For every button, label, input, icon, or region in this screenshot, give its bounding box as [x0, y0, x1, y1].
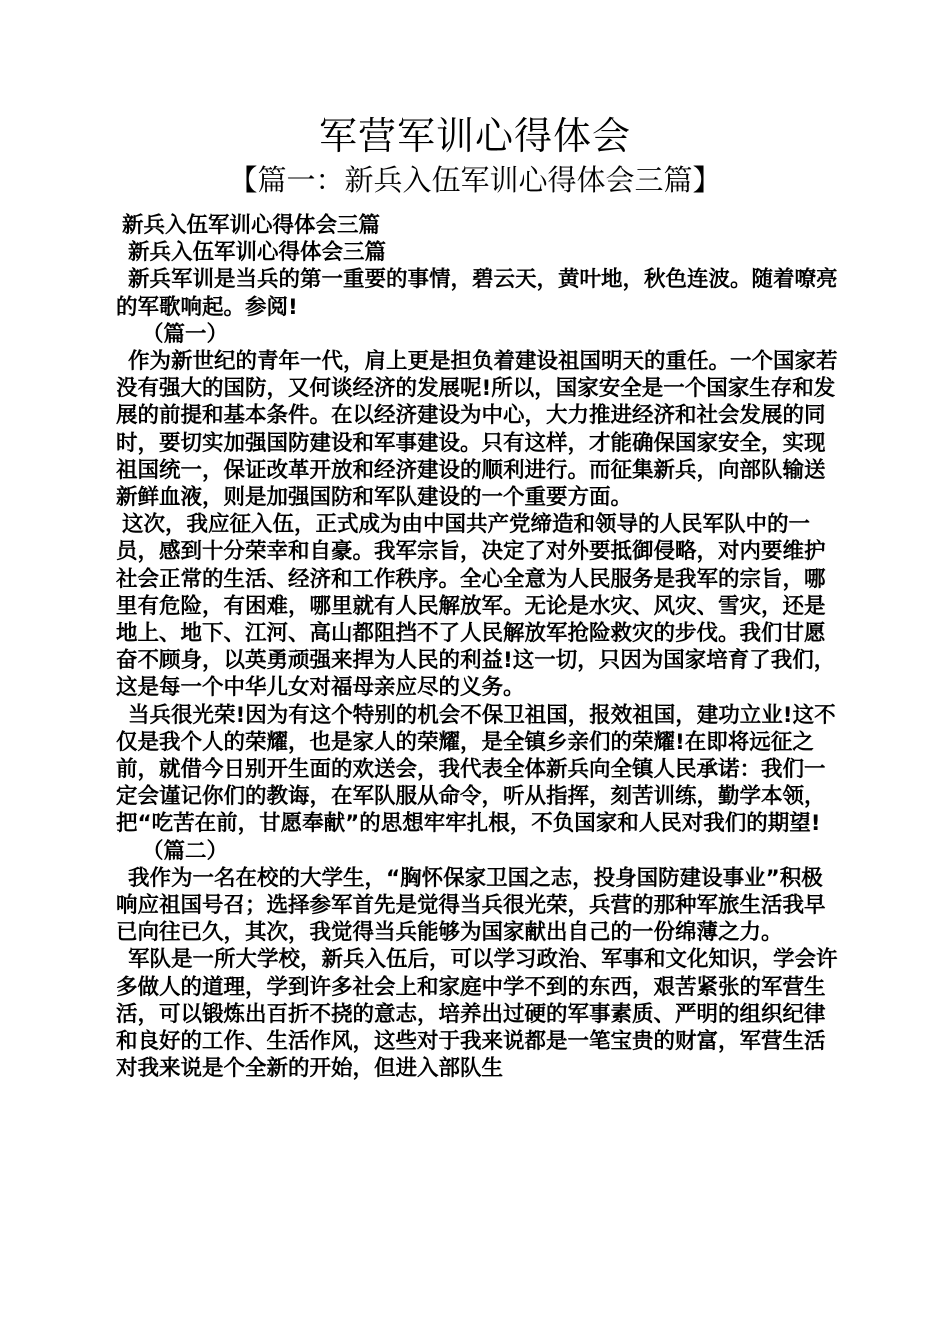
body-paragraph: 我作为一名在校的大学生，“胸怀保家卫国之志，投身国防建设事业”积极响应祖国号召；选择参军首先是觉得当兵很光荣，兵营的那种军旅生活我早已向往已久，其次，我觉得当兵能够为国家献出自己的一份绵薄之力。 [116, 865, 826, 946]
body-paragraph: 军队是一所大学校，新兵入伍后，可以学习政治、军事和文化知识，学会许多做人的道理，学到许多社会上和家庭中学不到的东西，艰苦紧张的军营生活，可以锻炼出百折不挠的意志，培养出过硬的军事素质、严明的组织纪律和良好的工作、生活作风，这些对于我来说都是一笔宝贵的财富，军营生活对我来说是个全新的开始，但进入部队生 [116, 947, 838, 1082]
document-title: 军营军训心得体会 [318, 114, 631, 158]
body-paragraph: 作为新世纪的青年一代，肩上更是担负着建设祖国明天的重任。一个国家若没有强大的国防，又何谈经济的发展呢!所以，国家安全是一个国家生存和发展的前提和基本条件。在以经济建设为中心，大力推进经济和社会发展的同时，要切实加强国防建设和军事建设。只有这样，才能确保国家安全，实现祖国统一，保证改革开放和经济建设的顺利进行。而征集新兵，向部队输送新鲜血液，则是加强国防和军队建设的一个重要方面。 [116, 349, 838, 511]
document-subtitle: 【篇一：新兵入伍军训心得体会三篇】 [228, 163, 722, 197]
body-paragraph: 当兵很光荣!因为有这个特别的机会不保卫祖国，报效祖国，建功立业!这不仅是我个人的荣耀，也是家人的荣耀，是全镇乡亲们的荣耀!在即将远征之前，就借今日别开生面的欢送会，我代表全体新兵向全镇人民承诺：我们一定会谨记你们的教诲，在军队服从命令，听从指挥，刻苦训练，勤学本领，把“吃苦在前，甘愿奉献”的思想牢牢扎根，不负国家和人民对我们的期望! [116, 702, 836, 837]
section-label: （篇二） [142, 838, 229, 864]
document-body [116, 212, 838, 1083]
section-label: （篇一） [142, 321, 229, 347]
body-paragraph: 新兵军训是当兵的第一重要的事情，碧云天，黄叶地，秋色连波。随着嘹亮的军歌响起。参阅! [116, 267, 838, 320]
body-heading-repeat: 新兵入伍军训心得体会三篇 [128, 240, 387, 266]
body-heading: 新兵入伍军训心得体会三篇 [122, 213, 381, 238]
body-paragraph: 这次，我应征入伍，正式成为由中国共产党缔造和领导的人民军队中的一员，感到十分荣幸和自豪。我军宗旨，决定了对外要抵御侵略，对内要维护社会正常的生活、经济和工作秩序。全心全意为人民服务是我军的宗旨，哪里有危险，有困难，哪里就有人民解放军。无论是水灾、风灾、雪灾，还是地上、地下、江河、高山都阻挡不了人民解放军抢险救灾的步伐。我们甘愿奋不顾身，以英勇顽强来捍为人民的利益!这一切，只因为国家培育了我们，这是每一个中华儿女对福母亲应尽的义务。 [116, 512, 836, 701]
